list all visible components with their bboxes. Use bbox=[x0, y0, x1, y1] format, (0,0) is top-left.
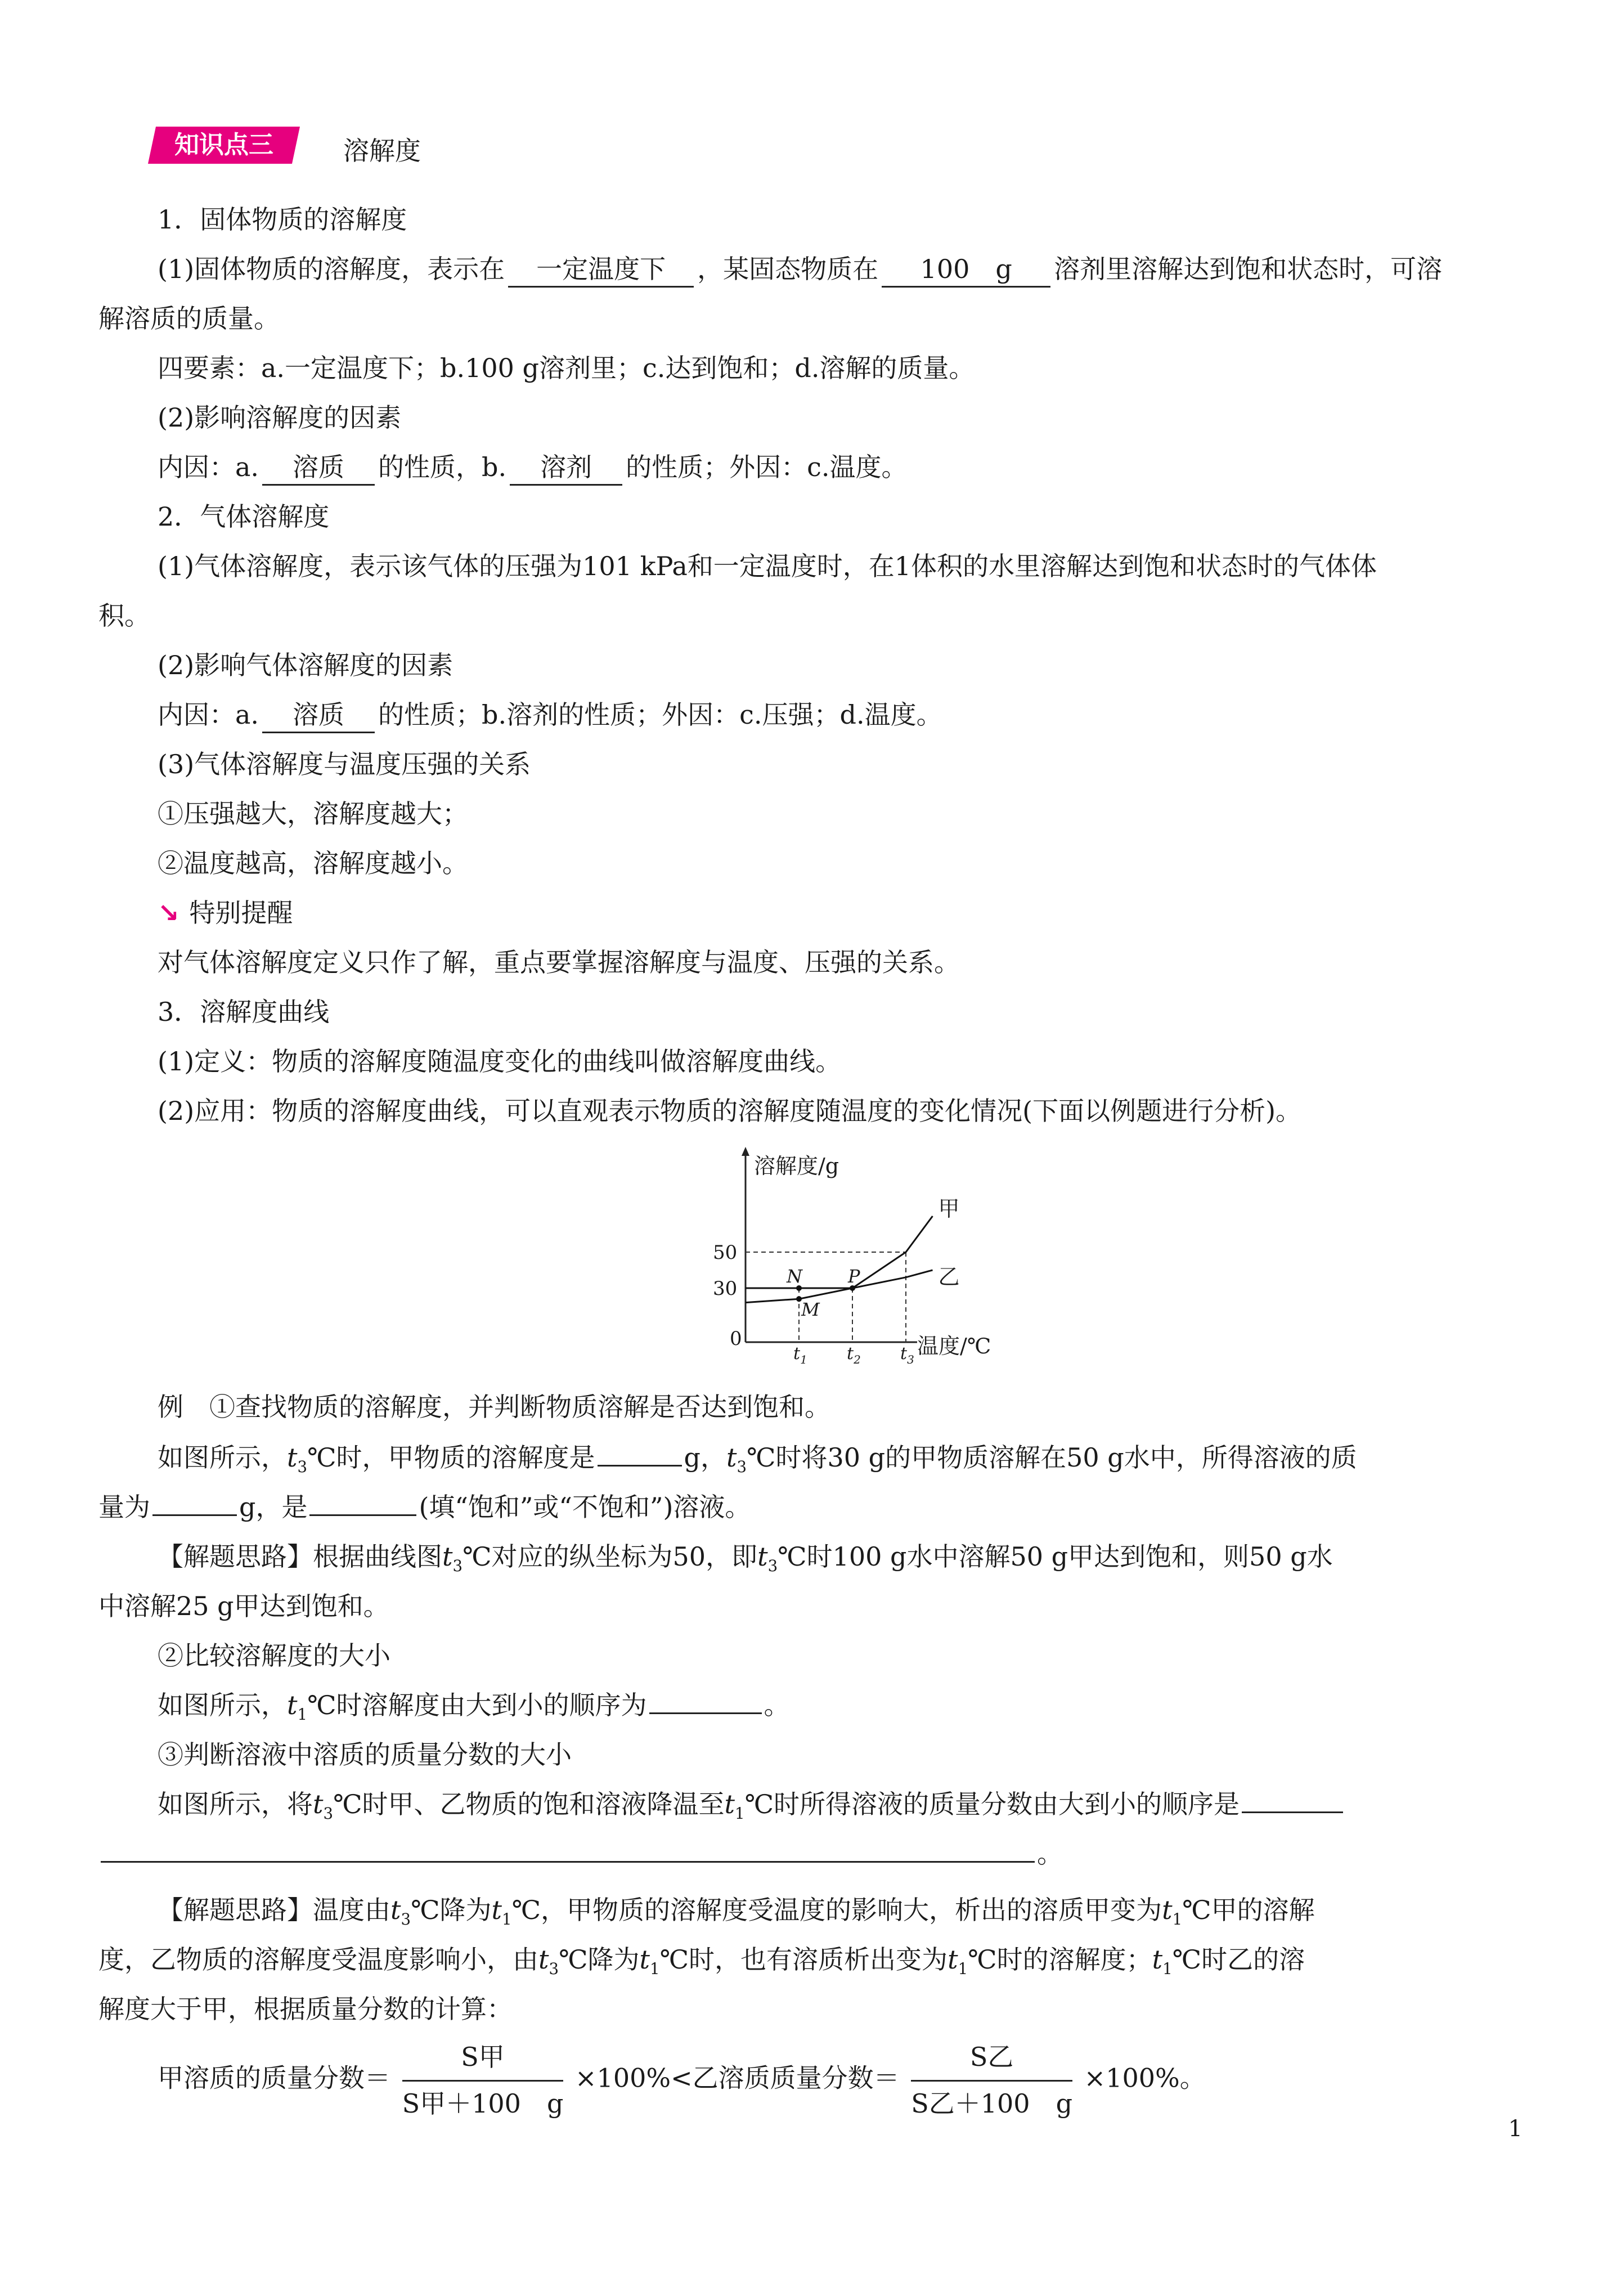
section-title: 溶解度 bbox=[343, 136, 421, 166]
example-line bbox=[98, 1943, 1305, 1986]
example-line bbox=[158, 1688, 790, 1732]
text: ℃时100 g水中溶解50 g甲达到饱和，则50 g水 bbox=[778, 1541, 1333, 1572]
answer-blank: 溶剂 bbox=[510, 450, 622, 486]
sub: 1 bbox=[297, 1705, 308, 1724]
example-line bbox=[158, 1787, 1345, 1831]
section-badge: 知识点三 bbox=[148, 127, 300, 164]
sub: 3 bbox=[549, 1959, 559, 1979]
sub: 3 bbox=[401, 1910, 411, 1929]
paragraph bbox=[158, 698, 942, 733]
paragraph bbox=[158, 450, 908, 486]
answer-blank: 一定温度下 bbox=[508, 252, 694, 288]
heading-solubility-curve: 3．溶解度曲线 bbox=[158, 997, 330, 1027]
answer-blank[interactable] bbox=[101, 1861, 1035, 1863]
paragraph: (1)定义：物质的溶解度随温度变化的曲线叫做溶解度曲线。 bbox=[158, 1046, 842, 1077]
sub: 3 bbox=[452, 1557, 463, 1576]
answer-blank[interactable] bbox=[152, 1514, 237, 1516]
formula-line bbox=[158, 2037, 1206, 2123]
example-line bbox=[158, 1540, 1333, 1583]
sub: 1 bbox=[1162, 1959, 1173, 1979]
fraction bbox=[911, 2037, 1072, 2123]
paragraph: 积。 bbox=[98, 600, 150, 631]
var-t: t bbox=[757, 1541, 768, 1572]
text: ℃时将30 g的甲物质溶解在50 g水中，所得溶液的质 bbox=[747, 1442, 1357, 1473]
text: 的性质，b. bbox=[378, 452, 507, 482]
text: 甲溶质的质量分数＝ bbox=[158, 2062, 390, 2093]
var-t: t bbox=[639, 1944, 650, 1975]
fraction bbox=[402, 2037, 564, 2123]
var-t: t bbox=[313, 1789, 324, 1819]
var-t: t bbox=[287, 1690, 298, 1720]
paragraph bbox=[158, 252, 1442, 288]
paragraph: (2)影响溶解度的因素 bbox=[158, 402, 402, 433]
text: ℃时，甲物质的溶解度是 bbox=[307, 1442, 595, 1473]
answer-blank[interactable] bbox=[649, 1712, 762, 1714]
arrow-down-right-icon: ↘ bbox=[158, 898, 179, 928]
var-t: t bbox=[726, 1442, 737, 1473]
var-t: t bbox=[1162, 1895, 1173, 1925]
y-tick-label: 50 bbox=[713, 1241, 738, 1264]
text: 如图所示， bbox=[158, 1690, 287, 1720]
tip-label: 特别提醒 bbox=[189, 898, 293, 928]
var-t: t bbox=[948, 1944, 958, 1975]
heading-gas-solubility: 2．气体溶解度 bbox=[158, 501, 330, 532]
series-label: 乙 bbox=[938, 1264, 960, 1289]
sub: 1 bbox=[958, 1959, 968, 1979]
answer-blank: 溶质 bbox=[262, 450, 375, 486]
x-tick-label: $t_1$ bbox=[793, 1344, 807, 1366]
paragraph: ②温度越高，溶解度越小。 bbox=[158, 848, 468, 878]
point-label: M bbox=[801, 1299, 820, 1321]
text: ℃，甲物质的溶解度受温度的影响大，析出的溶质甲变为 bbox=[511, 1895, 1162, 1925]
series-line-jia bbox=[746, 1216, 933, 1303]
text: ℃时，也有溶质析出变为 bbox=[659, 1944, 948, 1975]
text: 【解题思路】根据曲线图 bbox=[158, 1541, 442, 1572]
tip-heading bbox=[158, 896, 293, 930]
text: 的性质；b.溶剂的性质；外因：c.压强；d.温度。 bbox=[378, 699, 942, 730]
text: ℃时溶解度由大到小的顺序为 bbox=[307, 1690, 647, 1720]
denominator: S甲＋100 g bbox=[402, 2088, 564, 2119]
text: ×100%。 bbox=[1084, 2062, 1206, 2093]
answer-blank[interactable] bbox=[598, 1465, 682, 1467]
paragraph: ①压强越大，溶解度越大； bbox=[158, 799, 468, 829]
denominator: S乙＋100 g bbox=[911, 2088, 1073, 2119]
answer-blank: 溶质 bbox=[262, 698, 375, 733]
var-t: t bbox=[724, 1789, 735, 1819]
text: 【解题思路】温度由 bbox=[158, 1895, 390, 1925]
text: ×100%<乙溶质质量分数＝ bbox=[575, 2062, 900, 2093]
y-axis-arrow bbox=[742, 1147, 749, 1156]
sub: 1 bbox=[1172, 1910, 1183, 1929]
answer-blank[interactable] bbox=[309, 1514, 416, 1516]
sub: 3 bbox=[737, 1458, 747, 1477]
var-t: t bbox=[390, 1895, 401, 1925]
text: g， bbox=[684, 1442, 726, 1473]
var-t: t bbox=[442, 1541, 453, 1572]
text: ℃时乙的溶 bbox=[1172, 1944, 1305, 1975]
text: 如图所示， bbox=[158, 1442, 287, 1473]
text: 溶剂里溶解达到饱和状态时，可溶 bbox=[1054, 254, 1443, 284]
text: 内因：a. bbox=[158, 452, 259, 482]
sub: 1 bbox=[502, 1910, 512, 1929]
text: 的性质；外因：c.温度。 bbox=[626, 452, 908, 482]
series-label: 甲 bbox=[938, 1196, 960, 1221]
heading-solid-solubility: 1．固体物质的溶解度 bbox=[158, 204, 407, 235]
text: (填“饱和”或“不饱和”)溶液。 bbox=[419, 1492, 751, 1522]
answer-blank[interactable] bbox=[1242, 1811, 1343, 1813]
text: ℃对应的纵坐标为50，即 bbox=[462, 1541, 758, 1572]
series-line-yi bbox=[746, 1270, 933, 1288]
var-t: t bbox=[287, 1442, 298, 1473]
sub: 3 bbox=[323, 1804, 334, 1823]
var-t: t bbox=[491, 1895, 502, 1925]
example-line: 例 ①查找物质的溶解度，并判断物质溶解是否达到饱和。 bbox=[158, 1392, 830, 1422]
y-axis-label: 溶解度/g bbox=[754, 1154, 839, 1178]
text: ℃时的溶解度； bbox=[968, 1944, 1152, 1975]
text: g，是 bbox=[239, 1492, 308, 1522]
text: 量为 bbox=[98, 1492, 150, 1522]
numerator: S乙 bbox=[911, 2037, 1072, 2082]
sub: 1 bbox=[650, 1959, 660, 1979]
text: ，某固态物质在 bbox=[697, 254, 879, 284]
text: 如图所示，将 bbox=[158, 1789, 313, 1819]
page-number: 1 bbox=[1508, 2116, 1523, 2142]
numerator: S甲 bbox=[402, 2037, 564, 2082]
paragraph: 四要素：a.一定温度下；b.100 g溶剂里；c.达到饱和；d.溶解的质量。 bbox=[158, 353, 975, 383]
text: ℃降为 bbox=[559, 1944, 640, 1975]
answer-blank: 100 g bbox=[882, 252, 1050, 288]
example-line: 解度大于甲，根据质量分数的计算： bbox=[98, 1994, 513, 2024]
point-label: N bbox=[787, 1266, 802, 1287]
text: 。 bbox=[764, 1690, 790, 1720]
text: ℃时所得溶液的质量分数由大到小的顺序是 bbox=[744, 1789, 1240, 1819]
y-tick-label: 30 bbox=[713, 1277, 738, 1300]
text: 。 bbox=[1037, 1838, 1063, 1869]
x-tick-label: $t_2$ bbox=[847, 1344, 861, 1366]
x-tick-label: $t_3$ bbox=[900, 1344, 914, 1366]
text: ℃时甲、乙物质的饱和溶液降温至 bbox=[333, 1789, 725, 1819]
text: ℃降为 bbox=[411, 1895, 492, 1925]
example-line bbox=[158, 1441, 1357, 1484]
sub: 1 bbox=[735, 1804, 745, 1823]
example-line: ③判断溶液中溶质的质量分数的大小 bbox=[158, 1739, 572, 1770]
var-t: t bbox=[538, 1944, 549, 1975]
paragraph: (2)应用：物质的溶解度曲线，可以直观表示物质的溶解度随温度的变化情况(下面以例题进行分析)。 bbox=[158, 1096, 1302, 1126]
solubility-curve-chart bbox=[692, 1142, 1007, 1379]
paragraph: 解溶质的质量。 bbox=[98, 303, 280, 334]
var-t: t bbox=[1152, 1944, 1163, 1975]
paragraph: (3)气体溶解度与温度压强的关系 bbox=[158, 749, 531, 779]
text: 度，乙物质的溶解度受温度影响小，由 bbox=[98, 1944, 538, 1975]
example-line: ②比较溶解度的大小 bbox=[158, 1640, 390, 1671]
example-line bbox=[98, 1837, 1063, 1871]
sub: 3 bbox=[767, 1557, 778, 1576]
text: (1)固体物质的溶解度，表示在 bbox=[158, 254, 505, 284]
example-line bbox=[158, 1893, 1315, 1936]
paragraph: (2)影响气体溶解度的因素 bbox=[158, 650, 453, 680]
origin-label: 0 bbox=[730, 1328, 742, 1350]
point-label: P bbox=[848, 1266, 860, 1287]
example-line bbox=[98, 1490, 751, 1524]
paragraph: (1)气体溶解度，表示该气体的压强为101 kPa和一定温度时，在1体积的水里溶解达到饱和状态时的气体体 bbox=[158, 551, 1377, 581]
text: 内因：a. bbox=[158, 699, 259, 730]
sub: 3 bbox=[297, 1458, 308, 1477]
x-axis-label: 温度/℃ bbox=[917, 1334, 991, 1358]
text: ℃甲的溶解 bbox=[1182, 1895, 1315, 1925]
tip-text: 对气体溶解度定义只作了解，重点要掌握溶解度与温度、压强的关系。 bbox=[158, 947, 960, 977]
example-line: 中溶解25 g甲达到饱和。 bbox=[98, 1591, 389, 1621]
